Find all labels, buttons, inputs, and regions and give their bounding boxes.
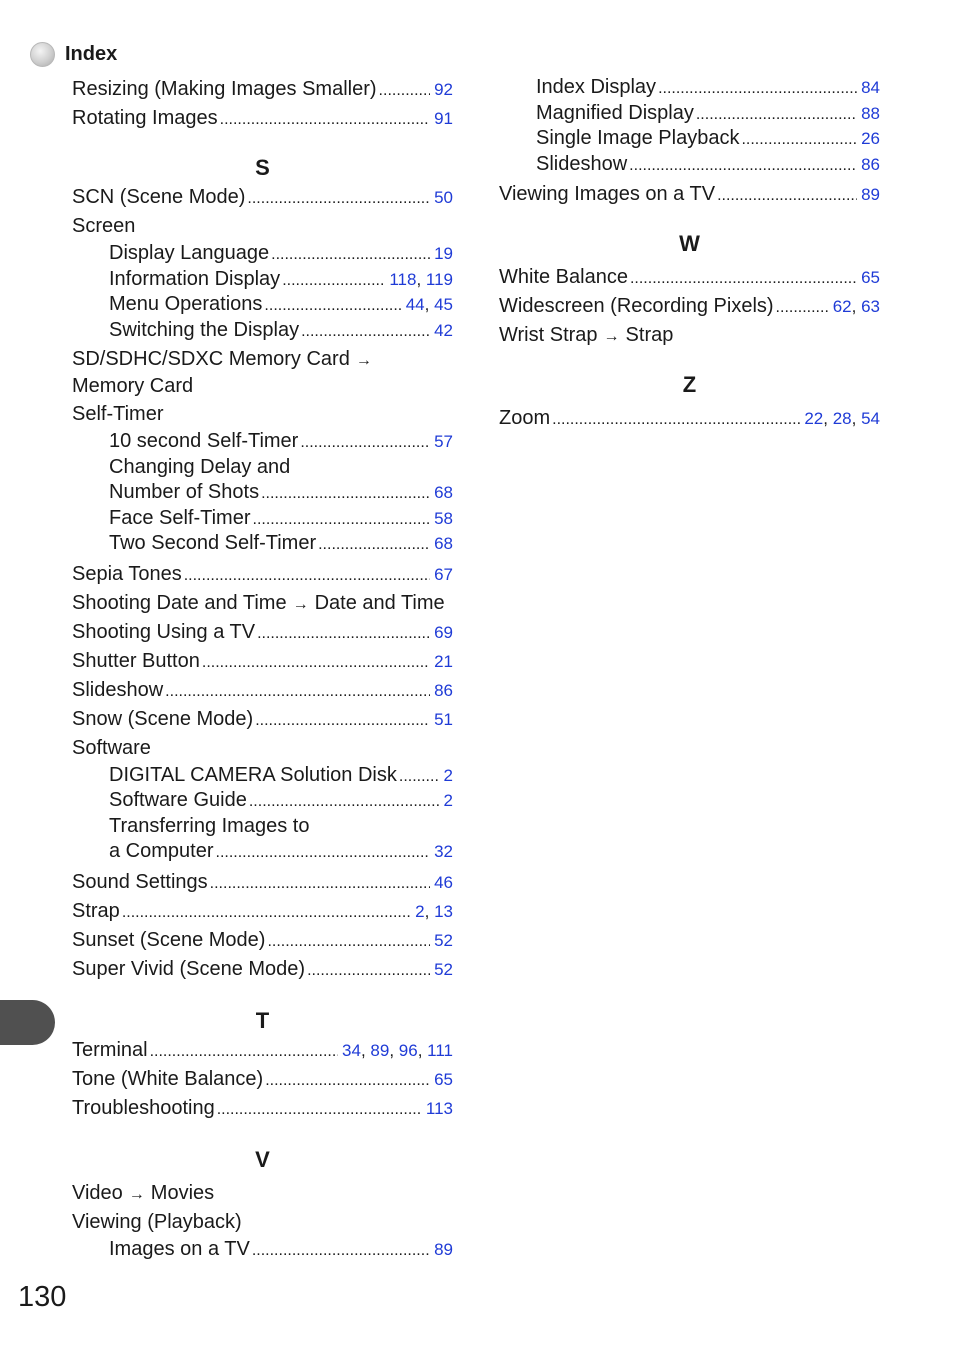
page-refs	[434, 241, 453, 267]
arrow-right-icon: →	[355, 352, 372, 369]
entry-text: Number of Shots	[109, 481, 260, 503]
page-link[interactable]: 21	[434, 651, 453, 671]
index-crossref: Shooting Date and Time → Date and Time	[72, 589, 453, 618]
entry-text: SCN (Scene Mode)	[72, 186, 246, 208]
entry-text: Tone (White Balance)	[72, 1067, 264, 1090]
index-entry	[499, 263, 880, 292]
dot-leader	[301, 319, 430, 345]
index-column-left	[72, 75, 453, 1262]
index-entry	[72, 1065, 453, 1094]
arrow-right-icon: →	[128, 1185, 145, 1203]
page-refs	[861, 152, 880, 178]
index-subentry	[72, 839, 453, 865]
index-subentry	[499, 152, 880, 178]
page-refs	[434, 104, 453, 133]
page-link[interactable]: 91	[434, 109, 453, 128]
page-link[interactable]: 86	[861, 154, 880, 174]
arrow-right-icon: →	[603, 328, 620, 345]
index-entry	[72, 676, 453, 705]
dot-leader	[265, 1066, 430, 1095]
dot-leader	[253, 507, 431, 533]
entry-text: Sepia Tones	[72, 562, 182, 585]
page-refs	[861, 263, 880, 292]
page-link[interactable]: 46	[434, 872, 453, 892]
page-link[interactable]: 67	[434, 564, 453, 584]
page-refs: 62, 63	[832, 297, 880, 316]
index-crossref: SD/SDHC/SDXC Memory Card →	[72, 346, 453, 373]
dot-leader	[307, 956, 430, 985]
dot-leader	[379, 76, 431, 105]
page-link[interactable]: 89	[861, 185, 880, 204]
index-header	[30, 40, 117, 68]
index-heading: Viewing (Playback)	[72, 1210, 242, 1233]
section-marker-icon	[30, 42, 55, 67]
page-link[interactable]: 86	[434, 680, 453, 700]
page-link[interactable]: 2	[415, 901, 425, 921]
page-refs	[434, 868, 453, 897]
page-refs	[434, 531, 453, 557]
page-link[interactable]: 58	[434, 508, 453, 528]
page-refs	[861, 180, 880, 209]
page-refs	[434, 1237, 453, 1263]
page-link[interactable]: 111	[427, 1040, 453, 1060]
dot-leader	[202, 648, 430, 677]
index-heading: Self-Timer	[72, 403, 164, 425]
entry-text: Slideshow	[72, 678, 164, 701]
page-link[interactable]: 63	[861, 297, 880, 316]
dot-leader	[150, 1037, 338, 1066]
dot-leader	[300, 430, 430, 456]
dot-leader	[629, 153, 857, 179]
entry-text: Slideshow	[536, 152, 628, 175]
page-link[interactable]: 52	[434, 930, 453, 950]
section-letter-v: V	[255, 1146, 270, 1172]
page-link[interactable]: 13	[434, 901, 453, 921]
index-subentry: Changing Delay and	[109, 455, 291, 478]
dot-leader	[255, 706, 430, 735]
page-link[interactable]: 69	[434, 622, 453, 642]
page-link[interactable]: 19	[434, 244, 453, 263]
page-link[interactable]: 119	[425, 269, 453, 289]
page-link[interactable]: 88	[861, 103, 880, 123]
index-crossref-target: Memory Card	[72, 375, 194, 397]
page-refs: 44, 45	[405, 295, 453, 314]
section-letter-z: Z	[682, 372, 697, 397]
index-subentry	[72, 267, 453, 293]
page-link[interactable]: 26	[861, 129, 880, 148]
page-link[interactable]: 2	[443, 765, 453, 785]
index-crossref: Wrist Strap → Strap	[499, 321, 880, 350]
entry-text: Viewing Images on a TV	[499, 183, 716, 205]
page-link[interactable]: 96	[398, 1040, 418, 1060]
entry-text: Super Vivid (Scene Mode)	[72, 957, 306, 980]
dot-leader	[267, 927, 430, 956]
dot-leader	[184, 561, 430, 590]
index-entry	[72, 75, 453, 104]
index-subentry	[72, 429, 453, 455]
page-link[interactable]: 68	[434, 483, 453, 502]
entry-text: Face Self-Timer	[109, 506, 251, 529]
page-link[interactable]: 54	[861, 409, 880, 428]
index-entry	[72, 955, 453, 984]
entry-text: Software Guide	[109, 789, 247, 811]
dot-leader	[249, 789, 440, 815]
entry-text: a Computer	[109, 840, 214, 862]
page-refs	[434, 75, 453, 104]
index-subentry	[72, 531, 453, 557]
index-crossref: Video → Movies	[72, 1179, 453, 1208]
section-letter-w: W	[679, 231, 700, 256]
index-entry	[72, 104, 453, 133]
entry-text: Shutter Button	[72, 649, 200, 672]
entry-text: Snow (Scene Mode)	[72, 707, 254, 730]
page-link[interactable]: 32	[434, 842, 453, 861]
page-link[interactable]: 68	[434, 534, 453, 553]
dot-leader	[247, 184, 430, 213]
page-link[interactable]: 28	[832, 409, 852, 428]
index-entry	[72, 647, 453, 676]
dot-leader	[630, 264, 857, 293]
page-refs: 34, 89, 96, 111	[342, 1040, 453, 1060]
entry-text: Menu Operations	[109, 293, 263, 315]
index-entry	[72, 183, 453, 212]
dot-leader	[776, 293, 829, 322]
entry-text: Widescreen (Recording Pixels)	[499, 295, 774, 317]
page-link[interactable]: 22	[804, 409, 824, 428]
index-subentry	[499, 126, 880, 152]
page-refs: 22, 28, 54	[804, 409, 880, 428]
page-number: 130	[18, 1281, 67, 1313]
index-heading: Software	[72, 736, 151, 759]
dot-leader	[399, 764, 440, 790]
index-subentry	[72, 318, 453, 344]
index-subentry	[499, 101, 880, 127]
index-entry	[72, 560, 453, 589]
dot-leader	[552, 405, 800, 434]
page-refs	[444, 763, 453, 789]
page-link[interactable]: 65	[434, 1069, 453, 1089]
entry-text: Single Image Playback	[536, 127, 740, 149]
page-link[interactable]: 51	[434, 709, 453, 729]
page-refs	[434, 705, 453, 734]
entry-text: Terminal	[72, 1038, 148, 1061]
dot-leader	[696, 102, 857, 128]
entry-text: Strap	[72, 899, 120, 922]
index-entry	[499, 404, 880, 433]
page-refs	[434, 676, 453, 705]
page-link[interactable]: 89	[370, 1040, 390, 1060]
page-refs: 2, 13	[415, 901, 453, 921]
dot-leader	[264, 293, 401, 319]
dot-leader	[210, 869, 430, 898]
page-link[interactable]: 44	[405, 295, 425, 314]
index-entry	[72, 618, 453, 647]
index-entry	[72, 705, 453, 734]
page-refs	[434, 429, 453, 455]
page-refs	[434, 955, 453, 984]
dot-leader	[217, 1095, 422, 1124]
dot-leader	[261, 481, 430, 507]
dot-leader	[216, 840, 431, 866]
entry-text: White Balance	[499, 266, 628, 288]
index-entry	[72, 1094, 453, 1123]
page-link[interactable]: 89	[434, 1239, 453, 1259]
page-refs	[861, 75, 880, 101]
page-refs	[426, 1094, 453, 1123]
entry-text: Troubleshooting	[72, 1096, 215, 1119]
section-side-tab	[0, 1000, 55, 1045]
dot-leader	[122, 898, 411, 927]
page-link[interactable]: 50	[434, 188, 453, 207]
entry-text: Index Display	[536, 76, 657, 98]
section-letter-s: S	[255, 155, 270, 180]
page-refs	[434, 1065, 453, 1094]
index-entry	[72, 926, 453, 955]
page-refs	[861, 126, 880, 152]
page-link[interactable]: 34	[342, 1040, 361, 1060]
page-link[interactable]: 113	[425, 1098, 453, 1118]
entry-text: Zoom	[499, 407, 551, 429]
entry-text: Rotating Images	[72, 107, 218, 129]
dot-leader	[271, 242, 430, 268]
entry-text: DIGITAL CAMERA Solution Disk	[109, 763, 397, 786]
page-refs	[434, 618, 453, 647]
page-link[interactable]: 84	[861, 78, 880, 97]
arrow-right-icon: →	[292, 595, 309, 613]
dot-leader	[658, 76, 857, 102]
page-refs	[434, 839, 453, 865]
page-refs	[434, 318, 453, 344]
index-subentry	[72, 480, 453, 506]
index-subentry	[499, 75, 880, 101]
dot-leader	[257, 619, 430, 648]
index-subentry: Transferring Images to	[109, 814, 310, 837]
page-refs	[444, 788, 453, 814]
page-link[interactable]: 65	[861, 268, 880, 287]
index-subentry	[72, 241, 453, 267]
page-refs	[434, 560, 453, 589]
index-subentry	[72, 292, 453, 318]
page-link[interactable]: 57	[434, 432, 453, 451]
index-subentry	[72, 506, 453, 532]
entry-text: Resizing (Making Images Smaller)	[72, 78, 377, 100]
index-entry	[499, 292, 880, 321]
page-link[interactable]: 2	[443, 791, 453, 810]
page-link[interactable]: 52	[434, 959, 453, 979]
page-refs	[434, 926, 453, 955]
entry-text: Switching the Display	[109, 318, 300, 341]
dot-leader	[165, 677, 430, 706]
dot-leader	[741, 127, 857, 153]
dot-leader	[282, 268, 385, 294]
entry-text: Two Second Self-Timer	[109, 532, 317, 554]
page-link[interactable]: 92	[434, 80, 453, 99]
dot-leader	[717, 181, 857, 210]
entry-text: Magnified Display	[536, 101, 694, 124]
dot-leader	[318, 532, 430, 558]
index-entry	[499, 180, 880, 209]
dot-leader	[220, 105, 430, 134]
page-refs	[434, 183, 453, 212]
entry-text: 10 second Self-Timer	[109, 430, 299, 452]
index-subentry	[72, 788, 453, 814]
index-column-right	[499, 75, 880, 433]
header-title: Index	[65, 42, 118, 65]
entry-text: Sunset (Scene Mode)	[72, 928, 266, 951]
page-link[interactable]: 62	[832, 297, 852, 316]
entry-text: Display Language	[109, 242, 270, 264]
page-refs	[861, 101, 880, 127]
index-entry	[72, 1036, 453, 1065]
entry-text: Sound Settings	[72, 870, 208, 893]
dot-leader	[252, 1238, 430, 1264]
page-refs	[434, 647, 453, 676]
page-refs	[434, 480, 453, 506]
page-refs: 118, 119	[389, 269, 453, 289]
index-subentry	[72, 763, 453, 789]
index-entry	[72, 897, 453, 926]
index-entry	[72, 868, 453, 897]
page-link[interactable]: 45	[434, 295, 453, 314]
entry-text: Images on a TV	[109, 1237, 250, 1260]
index-heading: Screen	[72, 215, 136, 237]
entry-text: Shooting Using a TV	[72, 620, 256, 643]
section-letter-t: T	[255, 1007, 270, 1033]
index-subentry	[72, 1237, 453, 1263]
page-refs	[434, 506, 453, 532]
page-link[interactable]: 42	[434, 320, 453, 340]
entry-text: Information Display	[109, 267, 281, 290]
page-link[interactable]: 118	[389, 269, 417, 289]
